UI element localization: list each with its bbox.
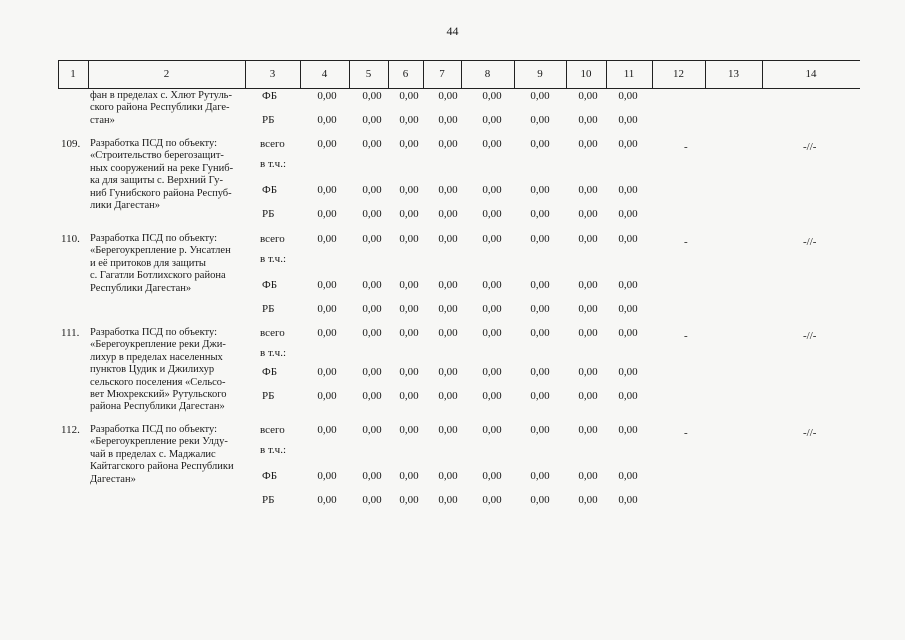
- fb-value: 0,00: [530, 279, 550, 291]
- total-value: 0,00: [618, 138, 638, 150]
- continuation-value: 0,00: [618, 114, 638, 126]
- total-value: 0,00: [530, 233, 550, 245]
- column-header-9: 9: [537, 68, 543, 80]
- description-line: района Республики Дагестан»: [90, 401, 225, 413]
- rb-value: 0,00: [530, 494, 550, 506]
- incl-label: в т.ч.:: [260, 347, 287, 359]
- continuation-value: 0,00: [438, 90, 458, 102]
- description-line: Разработка ПСД по объекту:: [90, 327, 218, 338]
- fb-value: 0,00: [399, 184, 419, 196]
- fb-value: 0,00: [317, 366, 337, 378]
- description-line: «Берегоукрепление реки Джи-: [90, 339, 226, 351]
- description-line: «Берегоукрепление реки Улду-: [90, 436, 228, 448]
- total-label: всего: [260, 138, 285, 150]
- rb-value: 0,00: [438, 208, 458, 220]
- column-divider: [388, 61, 389, 88]
- col14-value: -//-: [803, 236, 817, 248]
- continuation-description: [90, 90, 250, 127]
- fb-value: 0,00: [317, 470, 337, 482]
- total-value: 0,00: [317, 138, 337, 150]
- fb-value: 0,00: [317, 279, 337, 291]
- fb-value: 0,00: [482, 184, 502, 196]
- total-value: 0,00: [317, 233, 337, 245]
- description-line: лики Дагестан»: [90, 200, 161, 212]
- fb-value: 0,00: [482, 279, 502, 291]
- description-line: Разработка ПСД по объекту:: [90, 424, 218, 435]
- fb-value: 0,00: [438, 366, 458, 378]
- rb-value: 0,00: [317, 208, 337, 220]
- fb-label: ФБ: [262, 470, 278, 482]
- total-label: всего: [260, 424, 285, 436]
- column-divider: [705, 61, 706, 88]
- continuation-value: 0,00: [362, 114, 382, 126]
- description-line: ка для защиты с. Верхний Гу-: [90, 175, 224, 187]
- total-value: 0,00: [362, 327, 382, 339]
- fb-label: ФБ: [262, 366, 278, 378]
- description-line: «Строительство берегозащит-: [90, 150, 224, 162]
- rb-value: 0,00: [530, 208, 550, 220]
- fb-value: 0,00: [530, 470, 550, 482]
- fb-value: 0,00: [399, 470, 419, 482]
- fb-value: 0,00: [482, 470, 502, 482]
- rb-value: 0,00: [618, 208, 638, 220]
- column-divider: [461, 61, 462, 88]
- rb-value: 0,00: [399, 390, 419, 402]
- description-line: стан»: [90, 114, 115, 126]
- fb-value: 0,00: [438, 470, 458, 482]
- fb-value: 0,00: [530, 366, 550, 378]
- fb-value: 0,00: [618, 184, 638, 196]
- continuation-value: 0,00: [578, 114, 598, 126]
- fb-value: 0,00: [578, 366, 598, 378]
- fb-value: 0,00: [438, 184, 458, 196]
- rb-label: РБ: [262, 390, 275, 402]
- rb-value: 0,00: [482, 390, 502, 402]
- rb-value: 0,00: [362, 303, 382, 315]
- rb-value: 0,00: [530, 303, 550, 315]
- fb-value: 0,00: [362, 470, 382, 482]
- total-label: всего: [260, 233, 285, 245]
- table-header: [58, 60, 860, 89]
- project-description: [90, 138, 250, 212]
- row-number: 111.: [61, 327, 80, 339]
- total-value: 0,00: [482, 327, 502, 339]
- column-header-8: 8: [484, 68, 491, 80]
- total-value: 0,00: [438, 138, 458, 150]
- fb-value: 0,00: [578, 470, 598, 482]
- total-value: 0,00: [438, 233, 458, 245]
- description-line: Кайтагского района Республики: [90, 461, 234, 473]
- rb-label: РБ: [262, 494, 275, 506]
- fb-value: 0,00: [317, 184, 337, 196]
- description-line: «Берегоукрепление р. Унсатлен: [90, 245, 231, 257]
- rb-value: 0,00: [482, 208, 502, 220]
- col14-value: -//-: [803, 141, 817, 153]
- total-value: 0,00: [578, 424, 598, 436]
- fb-value: 0,00: [362, 184, 382, 196]
- continuation-value: 0,00: [362, 90, 382, 102]
- total-value: 0,00: [399, 327, 419, 339]
- fb-value: 0,00: [399, 366, 419, 378]
- rb-value: 0,00: [578, 303, 598, 315]
- fb-value: 0,00: [362, 279, 382, 291]
- column-divider: [606, 61, 607, 88]
- fb-label: ФБ: [262, 279, 278, 291]
- column-divider: [423, 61, 424, 88]
- continuation-value: 0,00: [530, 90, 550, 102]
- description-line: фан в пределах с. Хлют Рутуль-: [90, 90, 232, 101]
- fb-value: 0,00: [399, 279, 419, 291]
- total-value: 0,00: [482, 424, 502, 436]
- column-header-1: 1: [70, 68, 76, 80]
- column-header-6: 6: [402, 68, 409, 80]
- rb-value: 0,00: [618, 390, 638, 402]
- total-value: 0,00: [438, 424, 458, 436]
- fb-value: 0,00: [362, 366, 382, 378]
- total-value: 0,00: [578, 138, 598, 150]
- row-number: 109.: [61, 138, 81, 150]
- column-divider: [566, 61, 567, 88]
- continuation-value: 0,00: [482, 90, 502, 102]
- column-header-13: 13: [728, 68, 739, 80]
- total-value: 0,00: [317, 424, 337, 436]
- row-number: 110.: [61, 233, 80, 245]
- rb-label: РБ: [262, 303, 275, 315]
- rb-value: 0,00: [482, 303, 502, 315]
- col12-dash: -: [684, 141, 688, 153]
- column-header-3: 3: [269, 68, 276, 80]
- column-divider: [652, 61, 653, 88]
- column-divider: [349, 61, 350, 88]
- funding-label: РБ: [262, 114, 275, 126]
- column-divider: [300, 61, 301, 88]
- total-value: 0,00: [618, 233, 638, 245]
- total-value: 0,00: [530, 327, 550, 339]
- rb-value: 0,00: [362, 390, 382, 402]
- description-line: Республики Дагестан»: [90, 282, 192, 294]
- description-line: ных сооружений на реке Гуниб-: [90, 162, 234, 174]
- fb-value: 0,00: [578, 279, 598, 291]
- continuation-value: 0,00: [317, 90, 337, 102]
- total-value: 0,00: [482, 138, 502, 150]
- column-header-12: 12: [673, 68, 684, 80]
- description-line: Разработка ПСД по объекту:: [90, 138, 218, 149]
- col14-value: -//-: [803, 427, 817, 439]
- continuation-value: 0,00: [438, 114, 458, 126]
- rb-value: 0,00: [438, 390, 458, 402]
- description-line: ского района Республики Даге-: [90, 102, 230, 114]
- rb-value: 0,00: [317, 390, 337, 402]
- rb-value: 0,00: [578, 494, 598, 506]
- project-description: [90, 327, 250, 414]
- incl-label: в т.ч.:: [260, 444, 287, 456]
- rb-value: 0,00: [578, 390, 598, 402]
- description-line: пунктов Цудик и Джилихур: [90, 364, 215, 376]
- total-label: всего: [260, 327, 285, 339]
- total-value: 0,00: [362, 424, 382, 436]
- column-header-5: 5: [365, 68, 372, 80]
- continuation-value: 0,00: [317, 114, 337, 126]
- total-value: 0,00: [399, 138, 419, 150]
- project-description: [90, 424, 250, 486]
- incl-label: в т.ч.:: [260, 158, 287, 170]
- total-value: 0,00: [317, 327, 337, 339]
- funding-label: ФБ: [262, 90, 278, 102]
- total-value: 0,00: [618, 424, 638, 436]
- description-line: ниб Гунибского района Респуб-: [90, 187, 232, 199]
- rb-value: 0,00: [618, 494, 638, 506]
- description-line: лихур в пределах населенных: [90, 351, 223, 363]
- continuation-value: 0,00: [578, 90, 598, 102]
- fb-value: 0,00: [530, 184, 550, 196]
- continuation-value: 0,00: [399, 90, 419, 102]
- column-divider: [514, 61, 515, 88]
- rb-value: 0,00: [362, 494, 382, 506]
- continuation-value: 0,00: [530, 114, 550, 126]
- column-header-11: 11: [623, 68, 635, 80]
- total-value: 0,00: [362, 138, 382, 150]
- total-value: 0,00: [578, 327, 598, 339]
- rb-value: 0,00: [399, 303, 419, 315]
- total-value: 0,00: [399, 233, 419, 245]
- column-header-14: 14: [805, 68, 817, 80]
- total-value: 0,00: [618, 327, 638, 339]
- fb-label: ФБ: [262, 184, 278, 196]
- fb-value: 0,00: [482, 366, 502, 378]
- description-line: и её притоков для защиты: [90, 257, 206, 269]
- col12-dash: -: [684, 236, 688, 248]
- fb-value: 0,00: [438, 279, 458, 291]
- column-header-2: 2: [163, 68, 170, 80]
- fb-value: 0,00: [618, 279, 638, 291]
- total-value: 0,00: [438, 327, 458, 339]
- incl-label: в т.ч.:: [260, 253, 287, 265]
- rb-value: 0,00: [399, 208, 419, 220]
- rb-value: 0,00: [618, 303, 638, 315]
- column-divider: [88, 61, 89, 88]
- total-value: 0,00: [399, 424, 419, 436]
- continuation-value: 0,00: [399, 114, 419, 126]
- column-header-4: 4: [321, 68, 328, 80]
- page-number: 44: [446, 24, 459, 38]
- row-number: 112.: [61, 424, 80, 436]
- rb-value: 0,00: [362, 208, 382, 220]
- total-value: 0,00: [362, 233, 382, 245]
- total-value: 0,00: [578, 233, 598, 245]
- col12-dash: -: [684, 427, 688, 439]
- rb-label: РБ: [262, 208, 275, 220]
- fb-value: 0,00: [618, 366, 638, 378]
- description-line: вет Мюхрекский» Рутульского: [90, 389, 227, 401]
- column-divider: [245, 61, 246, 88]
- rb-value: 0,00: [317, 494, 337, 506]
- total-value: 0,00: [530, 424, 550, 436]
- column-divider: [762, 61, 763, 88]
- total-value: 0,00: [530, 138, 550, 150]
- description-line: Дагестан»: [90, 473, 136, 485]
- total-value: 0,00: [482, 233, 502, 245]
- rb-value: 0,00: [482, 494, 502, 506]
- col14-value: -//-: [803, 330, 817, 342]
- rb-value: 0,00: [399, 494, 419, 506]
- description-line: Разработка ПСД по объекту:: [90, 233, 218, 244]
- description-line: чай в пределах с. Маджалис: [90, 448, 216, 460]
- description-line: сельского поселения «Сельсо-: [90, 376, 226, 388]
- column-divider: [58, 61, 59, 88]
- fb-value: 0,00: [578, 184, 598, 196]
- continuation-value: 0,00: [482, 114, 502, 126]
- col12-dash: -: [684, 330, 688, 342]
- description-line: с. Гагатли Ботлихского района: [90, 270, 226, 282]
- fb-value: 0,00: [618, 470, 638, 482]
- rb-value: 0,00: [438, 494, 458, 506]
- continuation-value: 0,00: [618, 90, 638, 102]
- project-description: [90, 233, 250, 295]
- rb-value: 0,00: [578, 208, 598, 220]
- rb-value: 0,00: [438, 303, 458, 315]
- column-header-10: 10: [580, 68, 592, 80]
- rb-value: 0,00: [530, 390, 550, 402]
- rb-value: 0,00: [317, 303, 337, 315]
- column-header-7: 7: [439, 68, 445, 80]
